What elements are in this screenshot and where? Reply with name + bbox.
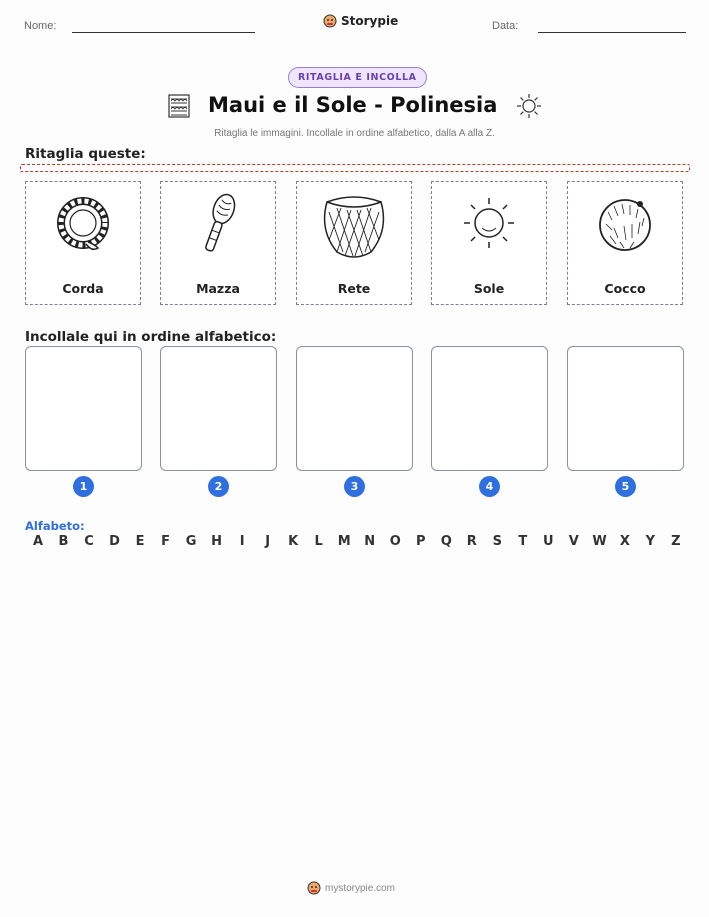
tapa-cloth-icon: [168, 94, 190, 118]
instructions: Ritaglia le immagini. Incollale in ordine alfabetico, dalla A alla Z.: [214, 128, 495, 139]
cut-card-cocco[interactable]: [567, 181, 683, 305]
letter: E: [135, 534, 145, 549]
slot-number-4: 4: [479, 476, 500, 497]
letter: Z: [671, 534, 681, 549]
slot-number-2: 2: [208, 476, 229, 497]
card-label: Cocco: [604, 281, 646, 296]
cut-card-rete[interactable]: [296, 181, 412, 305]
paste-slot-2[interactable]: [160, 346, 277, 471]
letter: K: [288, 534, 299, 549]
cut-card-mazza[interactable]: [160, 181, 276, 305]
slot-number-1: 1: [73, 476, 94, 497]
net-icon: [319, 190, 389, 260]
letter: I: [239, 534, 245, 549]
date-label: Data:: [492, 20, 519, 32]
letter: A: [32, 534, 44, 549]
date-line[interactable]: [538, 32, 686, 33]
cut-line: [20, 164, 690, 172]
card-label: Mazza: [196, 281, 240, 296]
letter: L: [314, 534, 323, 549]
letter: D: [109, 534, 120, 549]
letter: R: [466, 534, 477, 549]
paste-slot-4[interactable]: [431, 346, 548, 471]
letter: O: [389, 534, 401, 549]
brand-name: Storypie: [341, 14, 399, 28]
alphabet-title: Alfabeto:: [25, 519, 85, 533]
rope-icon: [48, 190, 118, 260]
paste-slot-3[interactable]: [296, 346, 413, 471]
letter: B: [58, 534, 69, 549]
sun-title-icon: [516, 93, 542, 119]
letter: F: [161, 534, 171, 549]
letter: G: [185, 534, 197, 549]
activity-badge: RITAGLIA E INCOLLA: [288, 67, 427, 88]
letter: T: [518, 534, 528, 549]
mascot-icon: [307, 881, 321, 895]
name-line[interactable]: [72, 32, 255, 33]
coconut-icon: [590, 190, 660, 260]
letter: H: [211, 534, 223, 549]
footer-url[interactable]: mystorypie.com: [325, 882, 396, 894]
alphabet-row: [31, 534, 683, 549]
letter: S: [492, 534, 502, 549]
card-label: Corda: [62, 281, 104, 296]
letter: C: [84, 534, 94, 549]
letter: N: [364, 534, 376, 549]
letter: U: [543, 534, 554, 549]
card-label: Sole: [473, 281, 505, 296]
letter: V: [568, 534, 579, 549]
paste-slot-1[interactable]: [25, 346, 142, 471]
mascot-icon: [323, 14, 337, 28]
club-icon: [183, 190, 253, 260]
sun-icon: [454, 190, 524, 260]
letter: Q: [440, 534, 452, 549]
letter: P: [415, 534, 426, 549]
slot-number-3: 3: [344, 476, 365, 497]
paste-heading: Incollale qui in ordine alfabetico:: [25, 329, 277, 345]
paste-slot-5[interactable]: [567, 346, 684, 471]
cut-heading: Ritaglia queste:: [25, 146, 146, 162]
footer: [307, 881, 395, 895]
letter: Y: [645, 534, 656, 549]
letter: M: [337, 534, 351, 549]
letter: X: [619, 534, 630, 549]
slot-number-5: 5: [615, 476, 636, 497]
letter: W: [592, 534, 607, 549]
name-label: Nome:: [24, 20, 57, 32]
card-label: Rete: [337, 281, 371, 296]
cut-card-sole[interactable]: [431, 181, 547, 305]
page-title: Maui e il Sole - Polinesia: [208, 93, 498, 117]
brand-logo: [323, 14, 398, 28]
cut-card-corda[interactable]: [25, 181, 141, 305]
letter: J: [265, 534, 271, 549]
